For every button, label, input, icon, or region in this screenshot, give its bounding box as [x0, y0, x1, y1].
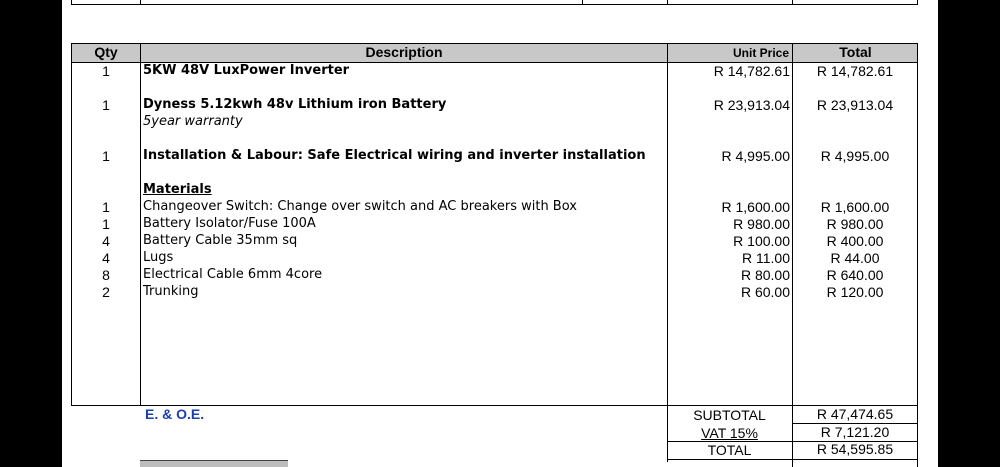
summary-bottom-border: [667, 459, 918, 460]
row-description: Electrical Cable 6mm 4core: [143, 267, 323, 282]
row-unit-price: R 100.00: [733, 233, 790, 249]
row-unit-price: R 14,782.61: [713, 63, 790, 79]
row-qty: 1: [102, 63, 110, 79]
row-qty: 2: [102, 284, 110, 300]
row-total: R 120.00: [826, 284, 884, 300]
row-total: R 14,782.61: [816, 63, 894, 79]
row-qty: 4: [102, 250, 110, 266]
row-description: Installation & Labour: Safe Electrical wiring and inverter installation: [143, 148, 646, 163]
row-description: Lugs: [143, 250, 174, 265]
total-value: R 54,595.85: [816, 441, 894, 457]
header-total: Total: [839, 44, 872, 60]
header-description: Description: [365, 44, 443, 60]
row-description: 5KW 48V LuxPower Inverter: [143, 63, 350, 78]
row-description: Trunking: [143, 284, 199, 299]
prev-table-divider: [667, 0, 668, 5]
row-unit-price: R 1,600.00: [721, 199, 790, 215]
prev-table-divider: [582, 0, 583, 5]
invoice-page: [62, 0, 938, 467]
subtotal-label: SUBTOTAL: [693, 407, 766, 423]
row-description: Dyness 5.12kwh 48v Lithium iron Battery: [143, 97, 447, 112]
header-unit-price: Unit Price: [732, 46, 789, 60]
row-qty: 1: [102, 148, 110, 164]
row-description: Battery Cable 35mm sq: [143, 233, 298, 248]
row-total: R 44.00: [830, 250, 880, 266]
vat-label: VAT 15%: [701, 425, 758, 441]
prev-table-divider: [792, 0, 793, 5]
bottom-grey-box: [140, 460, 288, 467]
row-total: R 640.00: [826, 267, 884, 283]
vat-value: R 7,121.20: [820, 424, 890, 440]
row-qty: 1: [102, 97, 110, 113]
prev-table-divider: [71, 0, 72, 5]
column-border-qty: [140, 43, 141, 406]
row-total: R 4,995.00: [820, 148, 890, 164]
row-qty: 8: [102, 267, 110, 283]
prev-table-divider: [917, 0, 918, 5]
materials-heading: Materials: [143, 182, 212, 197]
row-unit-price: R 60.00: [740, 284, 790, 300]
column-border-description: [667, 43, 668, 406]
total-label: TOTAL: [707, 442, 752, 458]
row-qty: 1: [102, 199, 110, 215]
row-unit-price: R 80.00: [740, 267, 790, 283]
row-description: Battery Isolator/Fuse 100A: [143, 216, 316, 231]
row-unit-price: R 23,913.04: [713, 97, 790, 113]
row-unit-price: R 11.00: [742, 250, 790, 266]
row-total: R 1,600.00: [820, 199, 890, 215]
prev-table-divider: [140, 0, 141, 5]
prev-table-bottom-border: [71, 4, 918, 5]
row-warranty-note: 5year warranty: [143, 114, 243, 129]
row-total: R 23,913.04: [816, 97, 894, 113]
row-qty: 1: [102, 216, 110, 232]
row-unit-price: R 4,995.00: [721, 148, 790, 164]
row-total: R 980.00: [826, 216, 884, 232]
row-total: R 400.00: [826, 233, 884, 249]
row-description: Changeover Switch: Change over switch and AC breakers with Box: [143, 199, 577, 214]
subtotal-value: R 47,474.65: [816, 406, 894, 422]
header-qty: Qty: [94, 44, 118, 60]
eoe-note: E. & O.E.: [145, 406, 205, 422]
row-qty: 4: [102, 233, 110, 249]
row-unit-price: R 980.00: [733, 216, 790, 232]
